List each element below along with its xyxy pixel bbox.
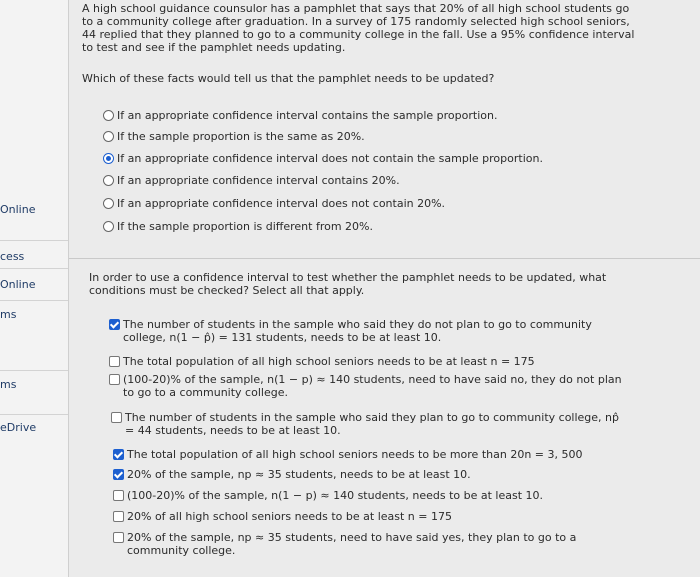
radio-button[interactable] bbox=[103, 221, 114, 232]
option-label: If the sample proportion is the same as 20%. bbox=[117, 130, 365, 143]
question-1-prompt: Which of these facts would tell us that the pamphlet needs to be updated? bbox=[82, 72, 495, 85]
option-label: The total population of all high school seniors needs to be more than 20n = 3, 500 bbox=[127, 448, 583, 461]
sidebar bbox=[0, 0, 69, 577]
q2-option-3[interactable] bbox=[109, 373, 629, 399]
radio-button[interactable] bbox=[103, 131, 114, 142]
q1-option-2[interactable] bbox=[103, 130, 365, 143]
checkbox[interactable] bbox=[109, 356, 120, 367]
sidebar-item-online[interactable]: Online bbox=[0, 203, 36, 216]
q2-option-4[interactable] bbox=[111, 411, 621, 437]
option-label: If an appropriate confidence interval contains 20%. bbox=[117, 174, 400, 187]
option-label: (100-20)% of the sample, n(1 − p) ≈ 140 students, needs to be at least 10. bbox=[127, 489, 544, 502]
option-label: If an appropriate confidence interval does not contain 20%. bbox=[117, 197, 446, 210]
q2-option-6[interactable] bbox=[113, 468, 471, 481]
option-label: The total population of all high school seniors needs to be at least n = 175 bbox=[123, 355, 535, 368]
checkbox-checked[interactable] bbox=[109, 319, 120, 330]
radio-button[interactable] bbox=[103, 110, 114, 121]
option-label: (100-20)% of the sample, n(1 − p) ≈ 140 students, need to have said no, they do not plan to go to a community college. bbox=[123, 373, 622, 399]
checkbox[interactable] bbox=[109, 374, 120, 385]
checkbox[interactable] bbox=[111, 412, 122, 423]
q2-option-8[interactable] bbox=[113, 510, 452, 523]
sidebar-item-online-2[interactable]: Online bbox=[0, 278, 36, 291]
question-panel bbox=[69, 0, 700, 577]
q2-option-2[interactable] bbox=[109, 355, 619, 368]
q2-option-1[interactable] bbox=[109, 318, 619, 344]
option-label: If an appropriate confidence interval does not contain the sample proportion. bbox=[117, 152, 543, 165]
checkbox[interactable] bbox=[113, 490, 124, 501]
q1-option-5[interactable] bbox=[103, 197, 445, 210]
option-label: 20% of all high school seniors needs to be at least n = 175 bbox=[127, 510, 452, 523]
question-divider bbox=[69, 258, 700, 259]
q2-option-5[interactable] bbox=[113, 448, 583, 461]
problem-statement: A high school guidance counsulor has a pamphlet that says that 20% of all high school students go to a community college after graduation. In a survey of 175 randomly selected high school seniors, 44 replied that they planned to go to a community college in the fall. Use a 95% confidence interval to test and see if the pamphlet needs updating. bbox=[82, 2, 635, 54]
sidebar-divider bbox=[0, 370, 68, 371]
checkbox[interactable] bbox=[113, 532, 124, 543]
sidebar-divider bbox=[0, 414, 68, 415]
sidebar-item-ms-2[interactable]: ms bbox=[0, 378, 17, 391]
option-label: The number of students in the sample who said they plan to go to community college, np̂ = 44 students, needs to be at least 10. bbox=[125, 411, 620, 437]
checkbox[interactable] bbox=[113, 511, 124, 522]
q1-option-6[interactable] bbox=[103, 220, 373, 233]
radio-button-selected[interactable] bbox=[103, 153, 114, 164]
option-label: 20% of the sample, np ≈ 35 students, needs to be at least 10. bbox=[127, 468, 471, 481]
option-label: 20% of the sample, np ≈ 35 students, need to have said yes, they plan to go to a community college. bbox=[127, 531, 577, 557]
sidebar-divider bbox=[0, 300, 68, 301]
sidebar-item-onedrive[interactable]: eDrive bbox=[0, 421, 37, 434]
q2-option-7[interactable] bbox=[113, 489, 543, 502]
sidebar-item-ms[interactable]: ms bbox=[0, 308, 17, 321]
sidebar-divider bbox=[0, 268, 68, 269]
sidebar-item-access[interactable]: cess bbox=[0, 250, 25, 263]
sidebar-divider bbox=[0, 240, 68, 241]
checkbox-checked[interactable] bbox=[113, 469, 124, 480]
q2-option-9[interactable] bbox=[113, 531, 593, 557]
q1-option-1[interactable] bbox=[103, 109, 497, 122]
option-label: The number of students in the sample who said they do not plan to go to community college, n(1 − p̂) = 131 students, needs to be at least 10. bbox=[123, 318, 592, 344]
option-label: If the sample proportion is different from 20%. bbox=[117, 220, 373, 233]
q1-option-4[interactable] bbox=[103, 174, 400, 187]
q1-option-3[interactable] bbox=[103, 152, 543, 165]
radio-button[interactable] bbox=[103, 198, 114, 209]
question-2-prompt: In order to use a confidence interval to test whether the pamphlet needs to be updated, what conditions must be checked? Select all that apply. bbox=[89, 271, 607, 297]
radio-button[interactable] bbox=[103, 175, 114, 186]
checkbox-checked[interactable] bbox=[113, 449, 124, 460]
option-label: If an appropriate confidence interval contains the sample proportion. bbox=[117, 109, 498, 122]
